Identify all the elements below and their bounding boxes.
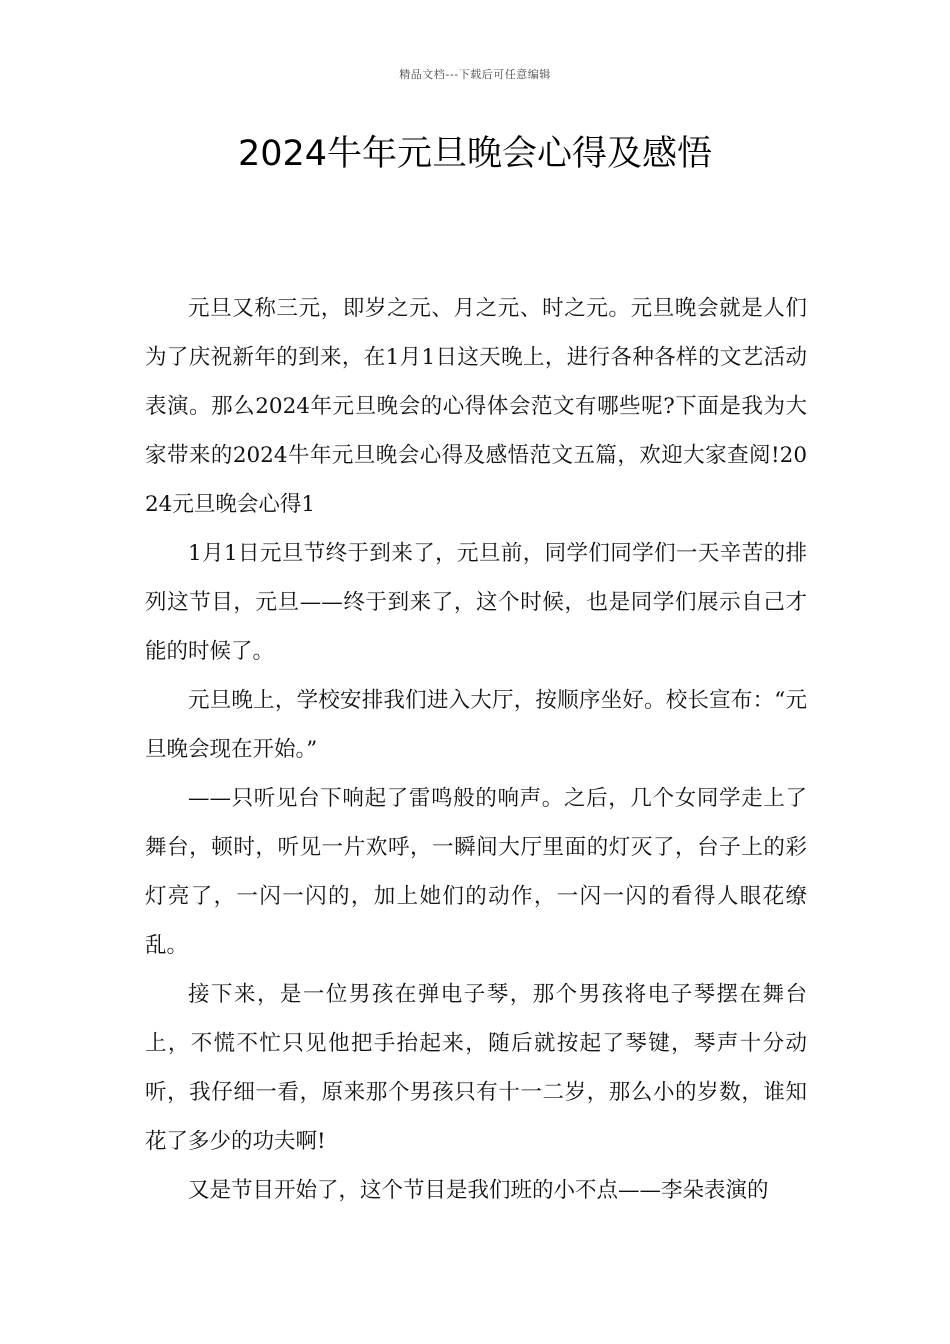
paragraph: 元旦晚上，学校安排我们进入大厅，按顺序坐好。校长宣布：“元旦晚会现在开始。” bbox=[145, 688, 807, 762]
document-title: 2024牛年元旦晚会心得及感悟 bbox=[237, 134, 713, 174]
header-note: 精品文档---下载后可任意编辑 bbox=[399, 68, 551, 81]
paragraph: 元旦又称三元，即岁之元、月之元、时之元。元旦晚会就是人们为了庆祝新年的到来，在1月1日这天晚上，进行各种各样的文艺活动表演。那么2024年元旦晚会的心得体会范文有哪些呢?下面是我为大家带来的2024牛年元旦晚会心得及感悟范文五篇，欢迎大家查阅!2024元旦晚会心得1 bbox=[145, 296, 807, 517]
paragraph: 1月1日元旦节终于到来了，元旦前，同学们同学们一天辛苦的排列这节目，元旦——终于到来了，这个时候，也是同学们展示自己才能的时候了。 bbox=[145, 541, 807, 664]
document-body bbox=[145, 284, 807, 1215]
paragraph: ——只听见台下响起了雷鸣般的响声。之后，几个女同学走上了舞台，顿时，听见一片欢呼，一瞬间大厅里面的灯灭了，台子上的彩灯亮了，一闪一闪的，加上她们的动作，一闪一闪的看得人眼花缭乱。 bbox=[145, 786, 807, 958]
paragraph: 又是节目开始了，这个节目是我们班的小不点——李朵表演的 bbox=[188, 1178, 769, 1203]
paragraph: 接下来，是一位男孩在弹电子琴，那个男孩将电子琴摆在舞台上，不慌不忙只见他把手抬起来，随后就按起了琴键，琴声十分动听，我仔细一看，原来那个男孩只有十一二岁，那么小的岁数，谁知花了多少的功夫啊! bbox=[145, 982, 807, 1154]
